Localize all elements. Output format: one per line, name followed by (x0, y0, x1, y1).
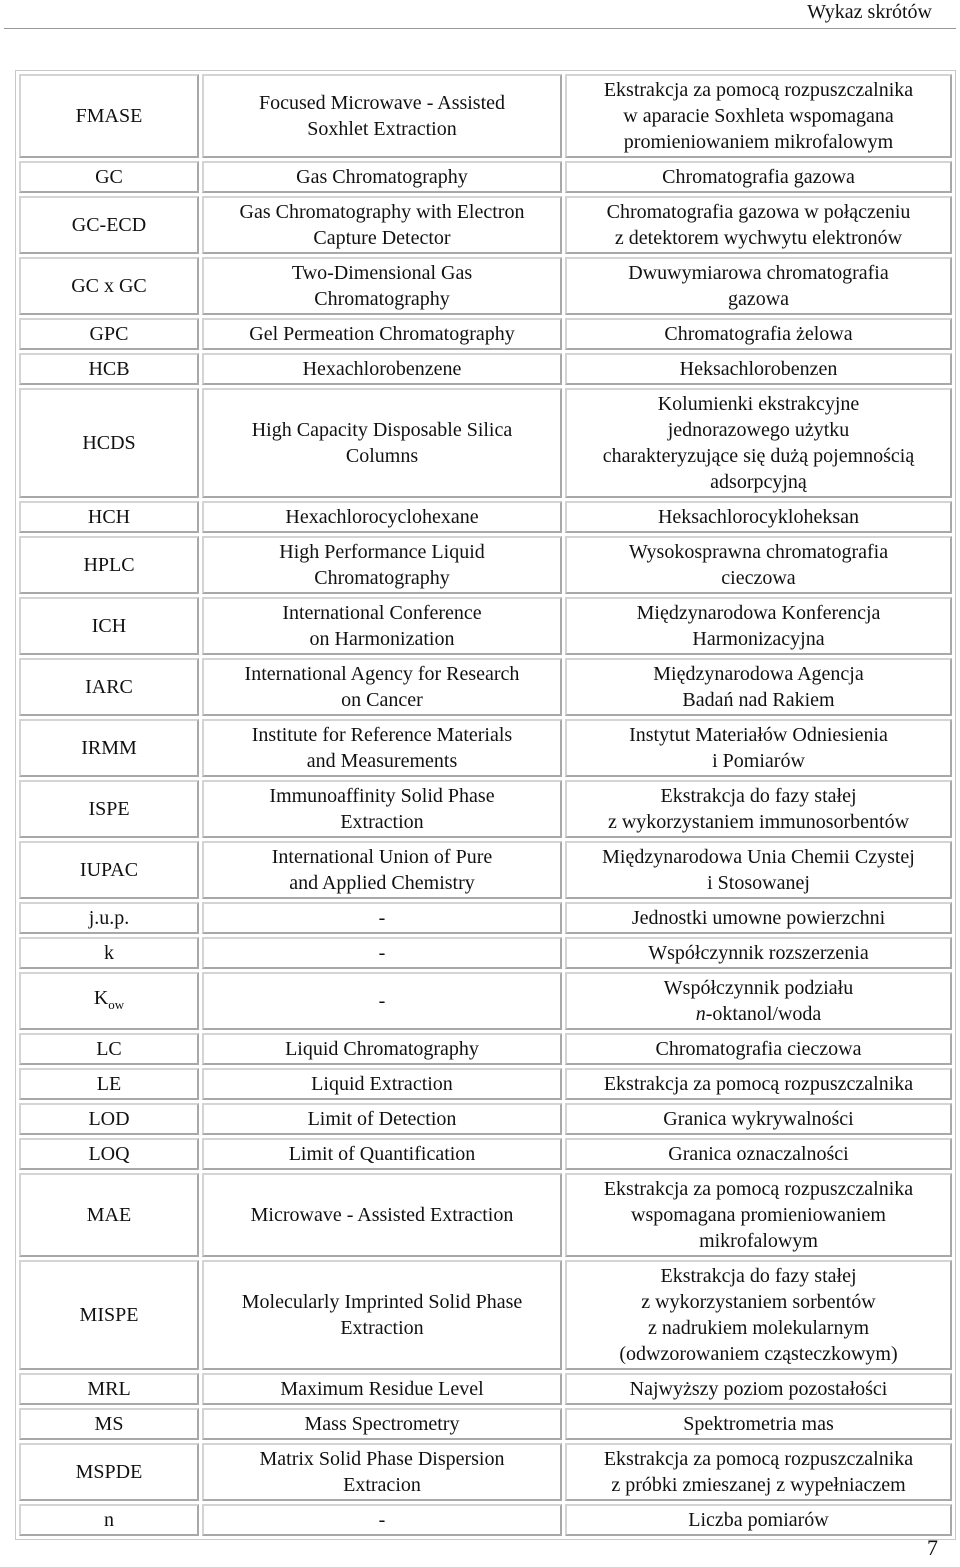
polish-term: Ekstrakcja za pomocą rozpuszczalnika wspomagana promieniowaniem mikrofalowym (603, 1178, 914, 1252)
abbreviations-table-body (19, 74, 952, 1536)
polish-term: Ekstrakcja za pomocą rozpuszczalnika w aparacie Soxhleta wspomagana promieniowaniem mikrofalowym (603, 79, 914, 153)
polish-term-cell (565, 1138, 952, 1170)
abbreviation-cell (19, 388, 199, 498)
polish-term: Ekstrakcja do fazy stałej z wykorzystaniem sorbentów z nadrukiem molekularnym (odwzorowaniem cząsteczkowym) (619, 1265, 898, 1365)
english-term-cell (202, 780, 562, 838)
abbreviation: HCH (87, 506, 131, 528)
english-term-cell (202, 1068, 562, 1100)
cell-text: Liquid Extraction (311, 1073, 453, 1095)
table-row (19, 937, 952, 969)
cell-text: - (378, 1509, 386, 1531)
cell-text: Gas Chromatography with Electron Capture Detector (239, 201, 525, 249)
english-term-cell (202, 972, 562, 1030)
polish-term-cell (565, 841, 952, 899)
abbreviation: n (104, 1509, 114, 1531)
polish-term-cell (565, 780, 952, 838)
cell-text: Microwave - Assisted Extraction (250, 1204, 514, 1226)
table-row (19, 1260, 952, 1370)
abbreviation: IARC (85, 676, 133, 698)
table-row (19, 196, 952, 254)
table-row (19, 536, 952, 594)
abbreviation-cell (19, 937, 199, 969)
polish-term: Granica wykrywalności (663, 1108, 854, 1130)
abbreviation-cell (19, 536, 199, 594)
running-header: Wykaz skrótów (807, 1, 932, 23)
abbreviation: k (104, 942, 114, 964)
abbreviation-cell (19, 1138, 199, 1170)
cell-text: International Union of Pure and Applied Chemistry (271, 846, 493, 894)
abbreviation-cell (19, 1504, 199, 1536)
polish-term: Współczynnik rozszerzenia (648, 942, 869, 964)
english-term-cell (202, 536, 562, 594)
polish-term: Jednostki umowne powierzchni (631, 907, 886, 929)
polish-term-cell (565, 658, 952, 716)
polish-term-cell (565, 536, 952, 594)
abbreviation-cell (19, 972, 199, 1030)
english-term-cell (202, 902, 562, 934)
cell-text: High Capacity Disposable Silica Columns (251, 419, 513, 467)
cell-text: - (378, 942, 386, 964)
table-row (19, 388, 952, 498)
polish-term: Dwuwymiarowa chromatografia gazowa (628, 262, 889, 310)
page-number: 7 (927, 1535, 938, 1560)
polish-term-cell (565, 1373, 952, 1405)
abbreviation-cell (19, 658, 199, 716)
abbreviation: LC (96, 1038, 122, 1060)
abbreviation-cell (19, 1068, 199, 1100)
cell-text: Limit of Detection (307, 1108, 457, 1130)
abbreviation: j.u.p. (88, 907, 130, 929)
abbreviation-cell (19, 902, 199, 934)
english-term-cell (202, 1138, 562, 1170)
abbreviations-table (15, 70, 956, 1540)
cell-text: Matrix Solid Phase Dispersion Extracion (259, 1448, 505, 1496)
english-term-cell (202, 1408, 562, 1440)
polish-term-tail: -oktanol/woda (705, 1003, 822, 1025)
abbreviation-cell (19, 1173, 199, 1257)
abbreviation: HCB (88, 358, 130, 380)
cell-text: Immunoaffinity Solid Phase Extraction (269, 785, 495, 833)
table-row (19, 1138, 952, 1170)
cell-text: Hexachlorobenzene (302, 358, 462, 380)
abbreviation-cell (19, 780, 199, 838)
english-term-cell (202, 658, 562, 716)
abbreviation: K (93, 986, 109, 1009)
cell-text: Gel Permeation Chromatography (249, 323, 515, 345)
cell-text: Maximum Residue Level (280, 1378, 484, 1400)
english-term-cell (202, 597, 562, 655)
table-row (19, 318, 952, 350)
polish-term-cell (565, 1408, 952, 1440)
abbreviation: FMASE (75, 105, 143, 127)
abbreviation-cell (19, 196, 199, 254)
english-term-cell (202, 1373, 562, 1405)
polish-term-cell (565, 902, 952, 934)
abbreviation-cell (19, 1373, 199, 1405)
abbreviation-cell (19, 1408, 199, 1440)
polish-term-cell (565, 1260, 952, 1370)
abbreviation-cell (19, 257, 199, 315)
polish-term-cell (565, 1103, 952, 1135)
abbreviation: GC-ECD (71, 214, 147, 236)
abbreviation: ISPE (88, 798, 130, 820)
polish-term: Ekstrakcja za pomocą rozpuszczalnika (603, 1073, 914, 1095)
english-term-cell (202, 1103, 562, 1135)
table-row (19, 353, 952, 385)
table-row (19, 719, 952, 777)
cell-text: International Agency for Research on Cancer (244, 663, 520, 711)
abbreviation-cell (19, 161, 199, 193)
cell-text: Hexachlorocyclohexane (285, 506, 479, 528)
english-term-cell (202, 937, 562, 969)
polish-term-cell (565, 388, 952, 498)
abbreviation-cell (19, 1443, 199, 1501)
polish-term: Chromatografia żelowa (664, 323, 853, 345)
english-term-cell (202, 1033, 562, 1065)
polish-term: Heksachlorobenzen (679, 358, 838, 380)
table-row (19, 1173, 952, 1257)
polish-term: Spektrometria mas (683, 1413, 834, 1435)
abbreviation-cell (19, 74, 199, 158)
header-rule (4, 28, 956, 29)
polish-term: Międzynarodowa Konferencja Harmonizacyjna (636, 602, 881, 650)
abbreviation: MRL (87, 1378, 131, 1400)
table-row (19, 1033, 952, 1065)
table-row (19, 1103, 952, 1135)
polish-term-cell (565, 161, 952, 193)
abbreviation: GC (95, 166, 123, 188)
abbreviation: HPLC (83, 554, 135, 576)
table-row (19, 74, 952, 158)
polish-term: Chromatografia cieczowa (655, 1038, 862, 1060)
english-term-cell (202, 388, 562, 498)
cell-text: Two-Dimensional Gas Chromatography (291, 262, 473, 310)
abbreviation-cell (19, 353, 199, 385)
cell-text: Focused Microwave - Assisted Soxhlet Extraction (258, 92, 506, 140)
abbreviation: MAE (86, 1204, 132, 1226)
abbreviation-cell (19, 1103, 199, 1135)
polish-term-cell (565, 318, 952, 350)
abbreviation: IUPAC (79, 859, 139, 881)
abbreviation-cell (19, 318, 199, 350)
polish-term: Wysokosprawna chromatografia cieczowa (628, 541, 889, 589)
abbreviation-cell (19, 501, 199, 533)
cell-text: - (378, 990, 386, 1012)
abbreviation-cell (19, 841, 199, 899)
table-row (19, 597, 952, 655)
polish-term-cell (565, 1173, 952, 1257)
table-row (19, 658, 952, 716)
table-row (19, 1443, 952, 1501)
table-row (19, 972, 952, 1030)
polish-term-cell (565, 353, 952, 385)
table-row (19, 841, 952, 899)
english-term-cell (202, 196, 562, 254)
abbreviation-subscript: ow (108, 996, 125, 1012)
polish-term-cell (565, 1068, 952, 1100)
english-term-cell (202, 1443, 562, 1501)
abbreviation: HCDS (82, 432, 136, 454)
english-term-cell (202, 318, 562, 350)
polish-term: Chromatografia gazowa (662, 166, 855, 188)
abbreviation: LE (96, 1073, 122, 1095)
polish-term-cell (565, 196, 952, 254)
english-term-cell (202, 1173, 562, 1257)
polish-term: Ekstrakcja do fazy stałej z wykorzystaniem immunosorbentów (607, 785, 910, 833)
abbreviation: LOD (88, 1108, 130, 1130)
english-term-cell (202, 719, 562, 777)
abbreviation-cell (19, 1260, 199, 1370)
table-row (19, 161, 952, 193)
abbreviation-cell (19, 719, 199, 777)
polish-term-cell (565, 74, 952, 158)
abbreviation: MISPE (79, 1304, 139, 1326)
polish-term-italic: n (695, 1003, 706, 1025)
english-term-cell (202, 501, 562, 533)
english-term-cell (202, 1260, 562, 1370)
english-term-cell (202, 1504, 562, 1536)
table-row (19, 1068, 952, 1100)
abbreviation: MSPDE (75, 1461, 143, 1483)
table-row (19, 1408, 952, 1440)
polish-term-cell (565, 937, 952, 969)
cell-text: Institute for Reference Materials and Measurements (251, 724, 513, 772)
polish-term-cell (565, 1443, 952, 1501)
polish-term-cell (565, 1033, 952, 1065)
cell-text: International Conference on Harmonization (282, 602, 482, 650)
english-term-cell (202, 74, 562, 158)
cell-text: Molecularly Imprinted Solid Phase Extraction (241, 1291, 523, 1339)
polish-term: Międzynarodowa Agencja Badań nad Rakiem (653, 663, 864, 711)
polish-term: Heksachlorocykloheksan (657, 506, 860, 528)
table-row (19, 501, 952, 533)
polish-term-cell (565, 719, 952, 777)
polish-term-cell (565, 501, 952, 533)
table-row (19, 1504, 952, 1536)
table-row (19, 780, 952, 838)
polish-term-cell (565, 1504, 952, 1536)
polish-term: Instytut Materiałów Odniesienia i Pomiarów (629, 724, 888, 772)
polish-term: Międzynarodowa Unia Chemii Czystej i Stosowanej (602, 846, 915, 894)
english-term-cell (202, 161, 562, 193)
polish-term-cell (565, 597, 952, 655)
polish-term: Najwyższy poziom pozostałości (629, 1378, 888, 1400)
polish-term: Liczba pomiarów (688, 1509, 829, 1531)
table-row (19, 1373, 952, 1405)
polish-term: Współczynnik podziału (663, 977, 854, 999)
english-term-cell (202, 257, 562, 315)
abbreviation: GC x GC (71, 275, 147, 297)
abbreviation: GPC (89, 323, 129, 345)
polish-term: Kolumienki ekstrakcyjne jednorazowego użytku charakteryzujące się dużą pojemnością adsorpcyjną (602, 393, 915, 493)
abbreviation-cell (19, 597, 199, 655)
cell-text: Mass Spectrometry (304, 1413, 460, 1435)
abbreviation-cell (19, 1033, 199, 1065)
cell-text: High Performance Liquid Chromatography (279, 541, 485, 589)
polish-term-cell (565, 257, 952, 315)
english-term-cell (202, 353, 562, 385)
polish-term: Chromatografia gazowa w połączeniu z detektorem wychwytu elektronów (606, 201, 911, 249)
polish-term: Granica oznaczalności (668, 1143, 849, 1165)
cell-text: Liquid Chromatography (285, 1038, 479, 1060)
polish-term-cell (565, 972, 952, 1030)
abbreviation: ICH (91, 615, 127, 637)
cell-text: Limit of Quantification (288, 1143, 476, 1165)
english-term-cell (202, 841, 562, 899)
table-row (19, 902, 952, 934)
cell-text: - (378, 907, 386, 929)
polish-term: Ekstrakcja za pomocą rozpuszczalnika z próbki zmieszanej z wypełniaczem (603, 1448, 914, 1496)
abbreviation: MS (94, 1413, 124, 1435)
abbreviation: IRMM (81, 737, 137, 759)
cell-text: Gas Chromatography (296, 166, 468, 188)
abbreviation: LOQ (88, 1143, 130, 1165)
table-row (19, 257, 952, 315)
